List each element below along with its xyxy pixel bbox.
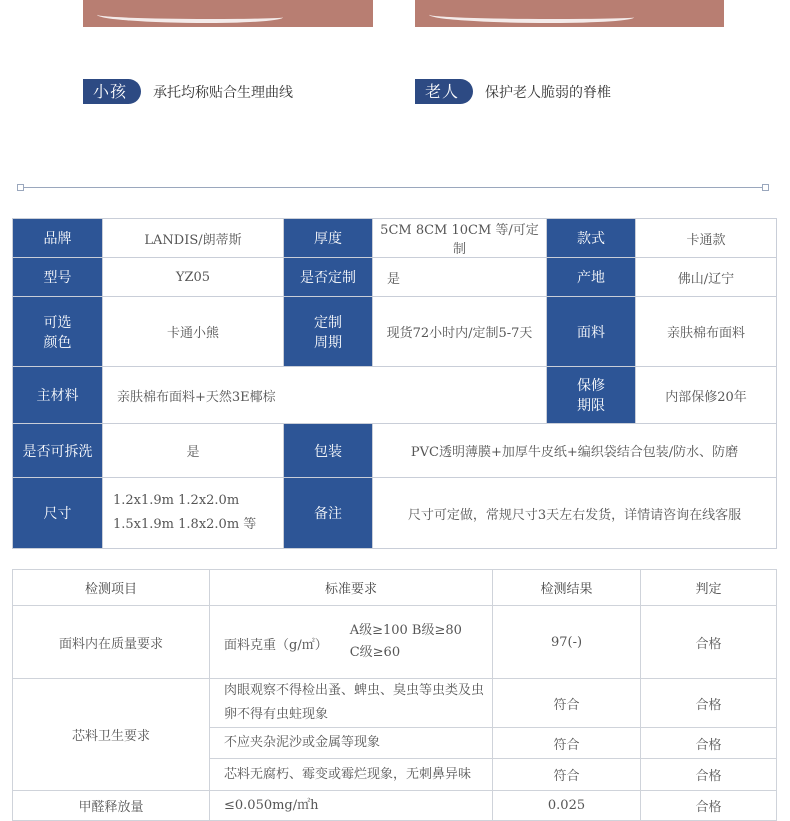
spec-key-line: 定制 <box>314 314 342 331</box>
spec-table <box>12 218 777 549</box>
std-line: C级≥60 <box>349 645 401 660</box>
test-verdict: 合格 <box>641 759 777 791</box>
spec-key: 款式 <box>547 219 636 258</box>
test-standard: 肉眼观察不得检出蚤、蜱虫、臭虫等虫类及虫卵不得有虫蛀现象 <box>210 679 493 728</box>
test-item: 甲醛释放量 <box>13 791 210 821</box>
test-result: 97(-) <box>493 606 641 679</box>
test-standard: 芯料无腐朽、霉变或霉烂现象，无刺鼻异味 <box>210 759 493 791</box>
spec-value: 卡通小熊 <box>103 297 284 367</box>
test-table <box>12 569 777 821</box>
std-line: A级≥100 B级≥80 <box>349 623 462 638</box>
divider-end-right <box>762 184 769 191</box>
spec-key: 是否定制 <box>284 258 373 297</box>
spec-key-line: 可选 <box>43 314 72 331</box>
spec-value: 卡通款 <box>636 219 777 258</box>
test-result: 符合 <box>493 759 641 791</box>
test-result: 符合 <box>493 679 641 728</box>
child-badge: 小孩 <box>83 79 141 104</box>
spec-value: 现货72小时内/定制5-7天 <box>373 297 547 367</box>
spec-row <box>13 478 777 549</box>
test-verdict: 合格 <box>641 606 777 679</box>
test-item: 芯料卫生要求 <box>13 679 210 791</box>
child-desc: 承托均称贴合生理曲线 <box>153 84 294 101</box>
spec-row <box>13 297 777 367</box>
size-line: 1.2x1.9m 1.2x2.0m <box>113 493 240 508</box>
spec-key-warranty <box>547 367 636 424</box>
test-standard: ≤0.050mg/㎡h <box>210 791 493 821</box>
spec-key: 型号 <box>13 258 103 297</box>
badge-row-child <box>83 79 293 104</box>
std-values <box>350 620 462 664</box>
spec-value-size <box>103 478 284 549</box>
spec-value: YZ05 <box>103 258 284 297</box>
spec-value: LANDIS/朗蒂斯 <box>103 219 284 258</box>
test-row <box>13 679 777 728</box>
spec-key: 是否可拆洗 <box>13 424 103 478</box>
spec-key-line: 颜色 <box>43 334 72 351</box>
spec-key: 主材料 <box>13 367 103 424</box>
spec-value: 亲肤棉布面料 <box>636 297 777 367</box>
product-image-elder <box>415 0 724 27</box>
test-header-row <box>13 570 777 606</box>
product-image-child <box>83 0 373 27</box>
spec-key: 包装 <box>284 424 373 478</box>
elder-desc: 保护老人脆弱的脊椎 <box>485 84 612 101</box>
spec-value: 尺寸可定做，常规尺寸3天左右发货，详情请咨询在线客服 <box>373 478 777 549</box>
spec-key-line: 保修 <box>577 378 605 394</box>
spec-value: 亲肤棉布面料+天然3E椰棕 <box>103 367 547 424</box>
test-standard: 不应夹杂泥沙或金属等现象 <box>210 728 493 759</box>
test-item: 面料内在质量要求 <box>13 606 210 679</box>
test-header: 检测项目 <box>13 570 210 606</box>
section-divider <box>20 187 766 188</box>
test-verdict: 合格 <box>641 679 777 728</box>
spec-row <box>13 367 777 424</box>
spec-value: PVC透明薄膜+加厚牛皮纸+编织袋结合包装/防水、防磨 <box>373 424 777 478</box>
spec-key-line: 期限 <box>577 398 605 414</box>
test-row <box>13 606 777 679</box>
spec-value: 5CM 8CM 10CM 等/可定制 <box>373 219 547 258</box>
badge-row-elder <box>415 79 611 104</box>
divider-end-left <box>17 184 24 191</box>
spec-key-period <box>284 297 373 367</box>
spec-key: 备注 <box>284 478 373 549</box>
spec-key: 产地 <box>547 258 636 297</box>
test-result: 0.025 <box>493 791 641 821</box>
spec-value: 内部保修20年 <box>636 367 777 424</box>
test-result: 符合 <box>493 728 641 759</box>
test-header: 标准要求 <box>210 570 493 606</box>
spec-key-line: 周期 <box>314 334 342 351</box>
spec-row <box>13 424 777 478</box>
test-verdict: 合格 <box>641 728 777 759</box>
spec-value: 是 <box>373 258 547 297</box>
test-verdict: 合格 <box>641 791 777 821</box>
spec-row <box>13 258 777 297</box>
spec-key: 尺寸 <box>13 478 103 549</box>
spec-value: 佛山/辽宁 <box>636 258 777 297</box>
spec-key: 厚度 <box>284 219 373 258</box>
std-label: 面料克重（g/㎡） <box>224 638 328 653</box>
test-row <box>13 791 777 821</box>
spec-value: 是 <box>103 424 284 478</box>
elder-badge: 老人 <box>415 79 473 104</box>
test-header: 判定 <box>641 570 777 606</box>
test-standard <box>210 606 493 679</box>
spec-row <box>13 219 777 258</box>
spec-key-color <box>13 297 103 367</box>
size-line: 1.5x1.9m 1.8x2.0m 等 <box>113 517 257 532</box>
spec-key: 面料 <box>547 297 636 367</box>
spec-key: 品牌 <box>13 219 103 258</box>
test-header: 检测结果 <box>493 570 641 606</box>
